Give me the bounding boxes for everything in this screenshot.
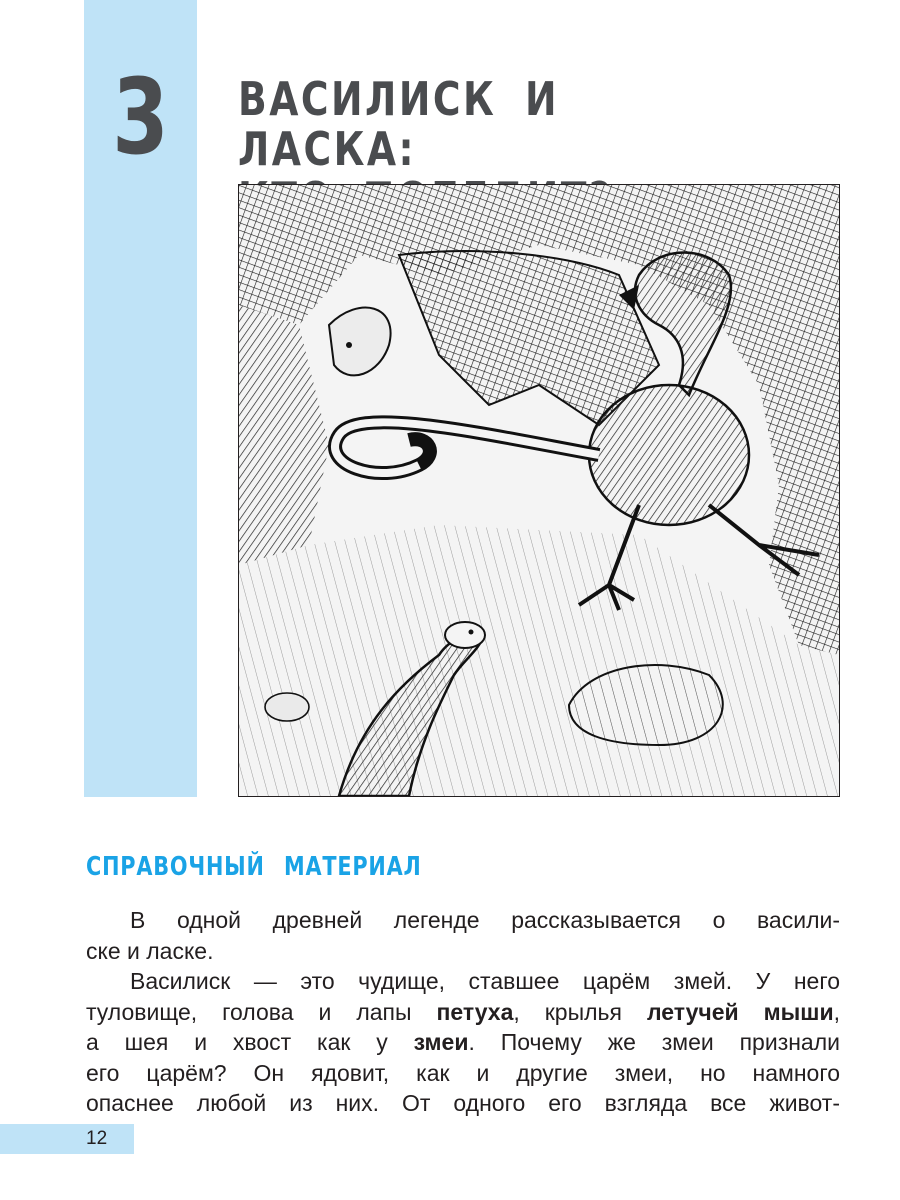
bold-term-snake: змеи xyxy=(413,1029,469,1055)
bold-term-bat: летучей мыши xyxy=(646,998,834,1025)
chapter-title-line-1: ВАСИЛИСК И ЛАСКА: xyxy=(238,72,560,176)
basilisk-weasel-illustration xyxy=(238,184,840,797)
paragraph-2-line-2: туловище, голова и лапы петуха, крылья летучей мыши, xyxy=(86,998,840,1025)
page-number-band xyxy=(0,1124,134,1154)
bold-term-rooster: петуха xyxy=(436,998,514,1025)
section-heading: СПРАВОЧНЫЙ МАТЕРИАЛ xyxy=(86,852,422,882)
paragraph-2-line-4: его царём? Он ядовит, как и другие змеи, но намного xyxy=(86,1059,840,1086)
paragraph-2-line-3: а шея и хвост как у змеи. Почему же змеи признали xyxy=(86,1029,840,1055)
body-text xyxy=(86,905,840,1119)
chapter-number: 3 xyxy=(112,56,169,178)
paragraph-2-line-1: Василиск — это чудище, ставшее царём змей. У него xyxy=(130,968,840,994)
paragraph-2-line-5: опаснее любой из них. От одного его взгляда все живот- xyxy=(86,1090,840,1116)
page-number: 12 xyxy=(86,1128,108,1149)
paragraph-1-line-1: В одной древней легенде рассказывается о васили- xyxy=(130,907,840,933)
paragraph-1-line-2: ске и ласке. xyxy=(86,937,214,964)
